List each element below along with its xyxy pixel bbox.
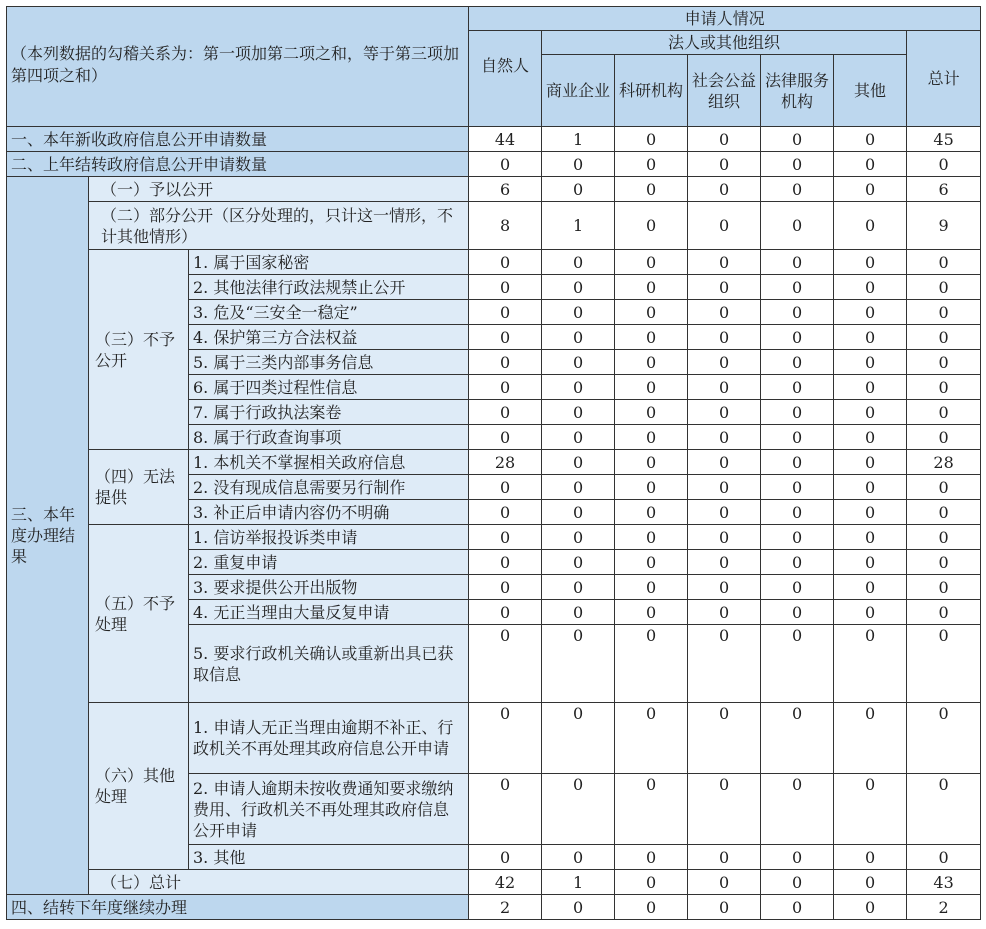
- value-cell: 0: [688, 525, 761, 550]
- value-cell: 0: [907, 250, 981, 275]
- value-cell: 0: [761, 177, 834, 202]
- value-cell: 0: [688, 152, 761, 177]
- value-cell: 0: [615, 845, 688, 870]
- value-cell: 0: [542, 325, 615, 350]
- value-cell: 1: [542, 202, 615, 250]
- value-cell: 0: [761, 127, 834, 152]
- row-label: 3. 其他: [189, 845, 469, 870]
- value-cell: 0: [834, 202, 907, 250]
- value-cell: 0: [542, 500, 615, 525]
- value-cell: 0: [615, 774, 688, 845]
- legal-group-header: 法人或其他组织: [542, 31, 907, 55]
- value-cell: 0: [834, 177, 907, 202]
- value-cell: 0: [688, 375, 761, 400]
- value-cell: 0: [761, 450, 834, 475]
- row-label: 3. 危及“三安全一稳定”: [189, 300, 469, 325]
- value-cell: 0: [688, 177, 761, 202]
- value-cell: 0: [761, 703, 834, 774]
- value-cell: 0: [469, 375, 542, 400]
- value-cell: 0: [688, 425, 761, 450]
- row-label: 1. 信访举报投诉类申请: [189, 525, 469, 550]
- value-cell: 0: [469, 774, 542, 845]
- value-cell: 0: [469, 475, 542, 500]
- value-cell: 0: [542, 525, 615, 550]
- value-cell: 0: [615, 127, 688, 152]
- value-cell: 0: [907, 845, 981, 870]
- value-cell: 0: [834, 152, 907, 177]
- value-cell: 0: [469, 600, 542, 625]
- value-cell: 42: [469, 870, 542, 895]
- group-label: （四）无法提供: [89, 450, 189, 525]
- value-cell: 0: [542, 845, 615, 870]
- col-other: 其他: [834, 55, 907, 127]
- value-cell: 0: [469, 500, 542, 525]
- row-carried-over: [7, 152, 981, 177]
- row-label: 5. 属于三类内部事务信息: [189, 350, 469, 375]
- value-cell: 0: [907, 575, 981, 600]
- value-cell: 0: [469, 550, 542, 575]
- corner-note: （本列数据的勾稽关系为：第一项加第二项之和，等于第三项加第四项之和）: [7, 7, 469, 127]
- value-cell: 0: [761, 625, 834, 703]
- value-cell: 0: [761, 774, 834, 845]
- value-cell: 0: [834, 870, 907, 895]
- value-cell: 0: [834, 774, 907, 845]
- value-cell: 0: [542, 375, 615, 400]
- value-cell: 0: [542, 177, 615, 202]
- row-label: 7. 属于行政执法案卷: [189, 400, 469, 425]
- value-cell: 0: [688, 450, 761, 475]
- value-cell: 0: [688, 774, 761, 845]
- value-cell: 0: [834, 375, 907, 400]
- value-cell: 0: [907, 774, 981, 845]
- value-cell: 0: [761, 202, 834, 250]
- value-cell: 0: [834, 250, 907, 275]
- value-cell: 0: [907, 475, 981, 500]
- value-cell: 0: [761, 845, 834, 870]
- row-label: 1. 申请人无正当理由逾期不补正、行政机关不再处理其政府信息公开申请: [189, 703, 469, 774]
- value-cell: 0: [542, 600, 615, 625]
- col-legal-services: 法律服务机构: [761, 55, 834, 127]
- row-disclosed: [7, 177, 981, 202]
- value-cell: 0: [907, 525, 981, 550]
- value-cell: 0: [615, 703, 688, 774]
- row-label: 6. 属于四类过程性信息: [189, 375, 469, 400]
- value-cell: 0: [615, 400, 688, 425]
- value-cell: 0: [615, 425, 688, 450]
- value-cell: 0: [615, 375, 688, 400]
- row-label: 1. 属于国家秘密: [189, 250, 469, 275]
- value-cell: 0: [688, 600, 761, 625]
- value-cell: 0: [761, 275, 834, 300]
- value-cell: 9: [907, 202, 981, 250]
- value-cell: 0: [542, 275, 615, 300]
- value-cell: 0: [469, 350, 542, 375]
- value-cell: 0: [615, 475, 688, 500]
- value-cell: 0: [761, 300, 834, 325]
- value-cell: 1: [542, 127, 615, 152]
- value-cell: 0: [688, 475, 761, 500]
- value-cell: 0: [761, 870, 834, 895]
- value-cell: 0: [907, 350, 981, 375]
- applicant-group-header: 申请人情况: [469, 7, 981, 31]
- value-cell: 0: [761, 250, 834, 275]
- value-cell: 6: [907, 177, 981, 202]
- value-cell: 0: [761, 475, 834, 500]
- row-label: 4. 保护第三方合法权益: [189, 325, 469, 350]
- value-cell: 0: [469, 152, 542, 177]
- group-label: （六）其他处理: [89, 703, 189, 870]
- value-cell: 0: [615, 250, 688, 275]
- value-cell: 0: [688, 500, 761, 525]
- value-cell: 45: [907, 127, 981, 152]
- value-cell: 2: [469, 895, 542, 920]
- value-cell: 0: [907, 425, 981, 450]
- row-label: 2. 申请人逾期未按收费通知要求缴纳费用、行政机关不再处理其政府信息公开申请: [189, 774, 469, 845]
- table-row: [7, 525, 981, 550]
- value-cell: 0: [615, 600, 688, 625]
- table-row: [7, 703, 981, 774]
- col-public-welfare: 社会公益组织: [688, 55, 761, 127]
- value-cell: 0: [688, 250, 761, 275]
- value-cell: 0: [834, 325, 907, 350]
- col-total: 总计: [907, 31, 981, 127]
- value-cell: 0: [615, 300, 688, 325]
- value-cell: 0: [761, 550, 834, 575]
- value-cell: 0: [542, 300, 615, 325]
- value-cell: 0: [834, 600, 907, 625]
- value-cell: 0: [469, 703, 542, 774]
- row-label: （七）总计: [89, 870, 469, 895]
- row-carried-forward: [7, 895, 981, 920]
- value-cell: 0: [907, 275, 981, 300]
- value-cell: 0: [542, 152, 615, 177]
- value-cell: 0: [761, 500, 834, 525]
- value-cell: 0: [834, 127, 907, 152]
- value-cell: 0: [542, 250, 615, 275]
- value-cell: 0: [469, 400, 542, 425]
- row-partially-disclosed: [7, 202, 981, 250]
- value-cell: 43: [907, 870, 981, 895]
- value-cell: 0: [834, 400, 907, 425]
- value-cell: 0: [688, 127, 761, 152]
- value-cell: 0: [761, 375, 834, 400]
- value-cell: 0: [469, 575, 542, 600]
- value-cell: 6: [469, 177, 542, 202]
- value-cell: 0: [907, 300, 981, 325]
- value-cell: 0: [469, 425, 542, 450]
- value-cell: 0: [469, 325, 542, 350]
- value-cell: 0: [688, 550, 761, 575]
- value-cell: 0: [834, 500, 907, 525]
- row-label: 5. 要求行政机关确认或重新出具已获取信息: [189, 625, 469, 703]
- value-cell: 0: [907, 600, 981, 625]
- table-row: [7, 450, 981, 475]
- value-cell: 0: [469, 525, 542, 550]
- value-cell: 0: [542, 625, 615, 703]
- value-cell: 0: [688, 575, 761, 600]
- value-cell: 0: [615, 152, 688, 177]
- value-cell: 0: [615, 550, 688, 575]
- group-label: （三）不予公开: [89, 250, 189, 450]
- row-label: 4. 无正当理由大量反复申请: [189, 600, 469, 625]
- row-label: 3. 要求提供公开出版物: [189, 575, 469, 600]
- value-cell: 0: [542, 774, 615, 845]
- value-cell: 0: [688, 350, 761, 375]
- value-cell: 0: [761, 350, 834, 375]
- value-cell: 0: [615, 202, 688, 250]
- value-cell: 0: [834, 475, 907, 500]
- row-label: 8. 属于行政查询事项: [189, 425, 469, 450]
- value-cell: 2: [907, 895, 981, 920]
- row-label: 四、结转下年度继续办理: [7, 895, 469, 920]
- group-label: （五）不予处理: [89, 525, 189, 703]
- row-label: 二、上年结转政府信息公开申请数量: [7, 152, 469, 177]
- value-cell: 0: [834, 845, 907, 870]
- value-cell: 0: [834, 525, 907, 550]
- value-cell: 0: [688, 275, 761, 300]
- value-cell: 0: [688, 845, 761, 870]
- value-cell: 0: [834, 450, 907, 475]
- col-research: 科研机构: [615, 55, 688, 127]
- value-cell: 0: [615, 275, 688, 300]
- value-cell: 0: [688, 325, 761, 350]
- col-natural-person: 自然人: [469, 31, 542, 127]
- value-cell: 0: [688, 625, 761, 703]
- value-cell: 1: [542, 870, 615, 895]
- value-cell: 0: [542, 703, 615, 774]
- value-cell: 0: [834, 300, 907, 325]
- value-cell: 0: [907, 550, 981, 575]
- value-cell: 0: [615, 450, 688, 475]
- value-cell: 0: [542, 350, 615, 375]
- value-cell: 0: [542, 475, 615, 500]
- value-cell: 0: [542, 400, 615, 425]
- row-label: 3. 补正后申请内容仍不明确: [189, 500, 469, 525]
- value-cell: 0: [834, 550, 907, 575]
- value-cell: 0: [688, 870, 761, 895]
- value-cell: 0: [615, 625, 688, 703]
- value-cell: 0: [688, 400, 761, 425]
- row-label: （二）部分公开（区分处理的，只计这一情形，不计其他情形）: [89, 202, 469, 250]
- value-cell: 0: [615, 177, 688, 202]
- value-cell: 0: [761, 400, 834, 425]
- value-cell: 44: [469, 127, 542, 152]
- value-cell: 0: [761, 325, 834, 350]
- value-cell: 0: [469, 250, 542, 275]
- header-row-1: [7, 7, 981, 31]
- value-cell: 0: [834, 703, 907, 774]
- value-cell: 0: [761, 152, 834, 177]
- value-cell: 0: [761, 425, 834, 450]
- value-cell: 28: [469, 450, 542, 475]
- value-cell: 0: [907, 375, 981, 400]
- value-cell: 0: [834, 895, 907, 920]
- disclosure-statistics-table: [6, 6, 981, 920]
- value-cell: 0: [469, 625, 542, 703]
- value-cell: 0: [907, 152, 981, 177]
- value-cell: 0: [834, 575, 907, 600]
- section-3-label: 三、本年度办理结果: [7, 177, 89, 895]
- value-cell: 0: [761, 575, 834, 600]
- value-cell: 0: [542, 550, 615, 575]
- value-cell: 0: [834, 425, 907, 450]
- col-business: 商业企业: [542, 55, 615, 127]
- value-cell: 0: [688, 202, 761, 250]
- value-cell: 0: [907, 500, 981, 525]
- value-cell: 0: [615, 870, 688, 895]
- value-cell: 0: [469, 845, 542, 870]
- row-label: 一、本年新收政府信息公开申请数量: [7, 127, 469, 152]
- value-cell: 0: [469, 300, 542, 325]
- value-cell: 0: [542, 425, 615, 450]
- value-cell: 0: [907, 703, 981, 774]
- table-row: [7, 250, 981, 275]
- row-label: 2. 其他法律行政法规禁止公开: [189, 275, 469, 300]
- row-section-total: [7, 870, 981, 895]
- value-cell: 0: [834, 625, 907, 703]
- value-cell: 0: [761, 525, 834, 550]
- value-cell: 0: [761, 600, 834, 625]
- value-cell: 0: [615, 350, 688, 375]
- value-cell: 8: [469, 202, 542, 250]
- row-new-applications: [7, 127, 981, 152]
- value-cell: 0: [615, 325, 688, 350]
- value-cell: 0: [688, 703, 761, 774]
- value-cell: 0: [542, 450, 615, 475]
- value-cell: 0: [615, 525, 688, 550]
- value-cell: 0: [907, 625, 981, 703]
- value-cell: 0: [615, 575, 688, 600]
- value-cell: 0: [907, 325, 981, 350]
- value-cell: 0: [615, 500, 688, 525]
- value-cell: 0: [688, 895, 761, 920]
- row-label: 1. 本机关不掌握相关政府信息: [189, 450, 469, 475]
- row-label: 2. 重复申请: [189, 550, 469, 575]
- value-cell: 0: [469, 275, 542, 300]
- value-cell: 0: [542, 895, 615, 920]
- value-cell: 0: [542, 575, 615, 600]
- row-label: （一）予以公开: [89, 177, 469, 202]
- value-cell: 0: [834, 350, 907, 375]
- value-cell: 0: [907, 400, 981, 425]
- row-label: 2. 没有现成信息需要另行制作: [189, 475, 469, 500]
- value-cell: 0: [615, 895, 688, 920]
- value-cell: 0: [834, 275, 907, 300]
- value-cell: 0: [761, 895, 834, 920]
- value-cell: 28: [907, 450, 981, 475]
- value-cell: 0: [688, 300, 761, 325]
